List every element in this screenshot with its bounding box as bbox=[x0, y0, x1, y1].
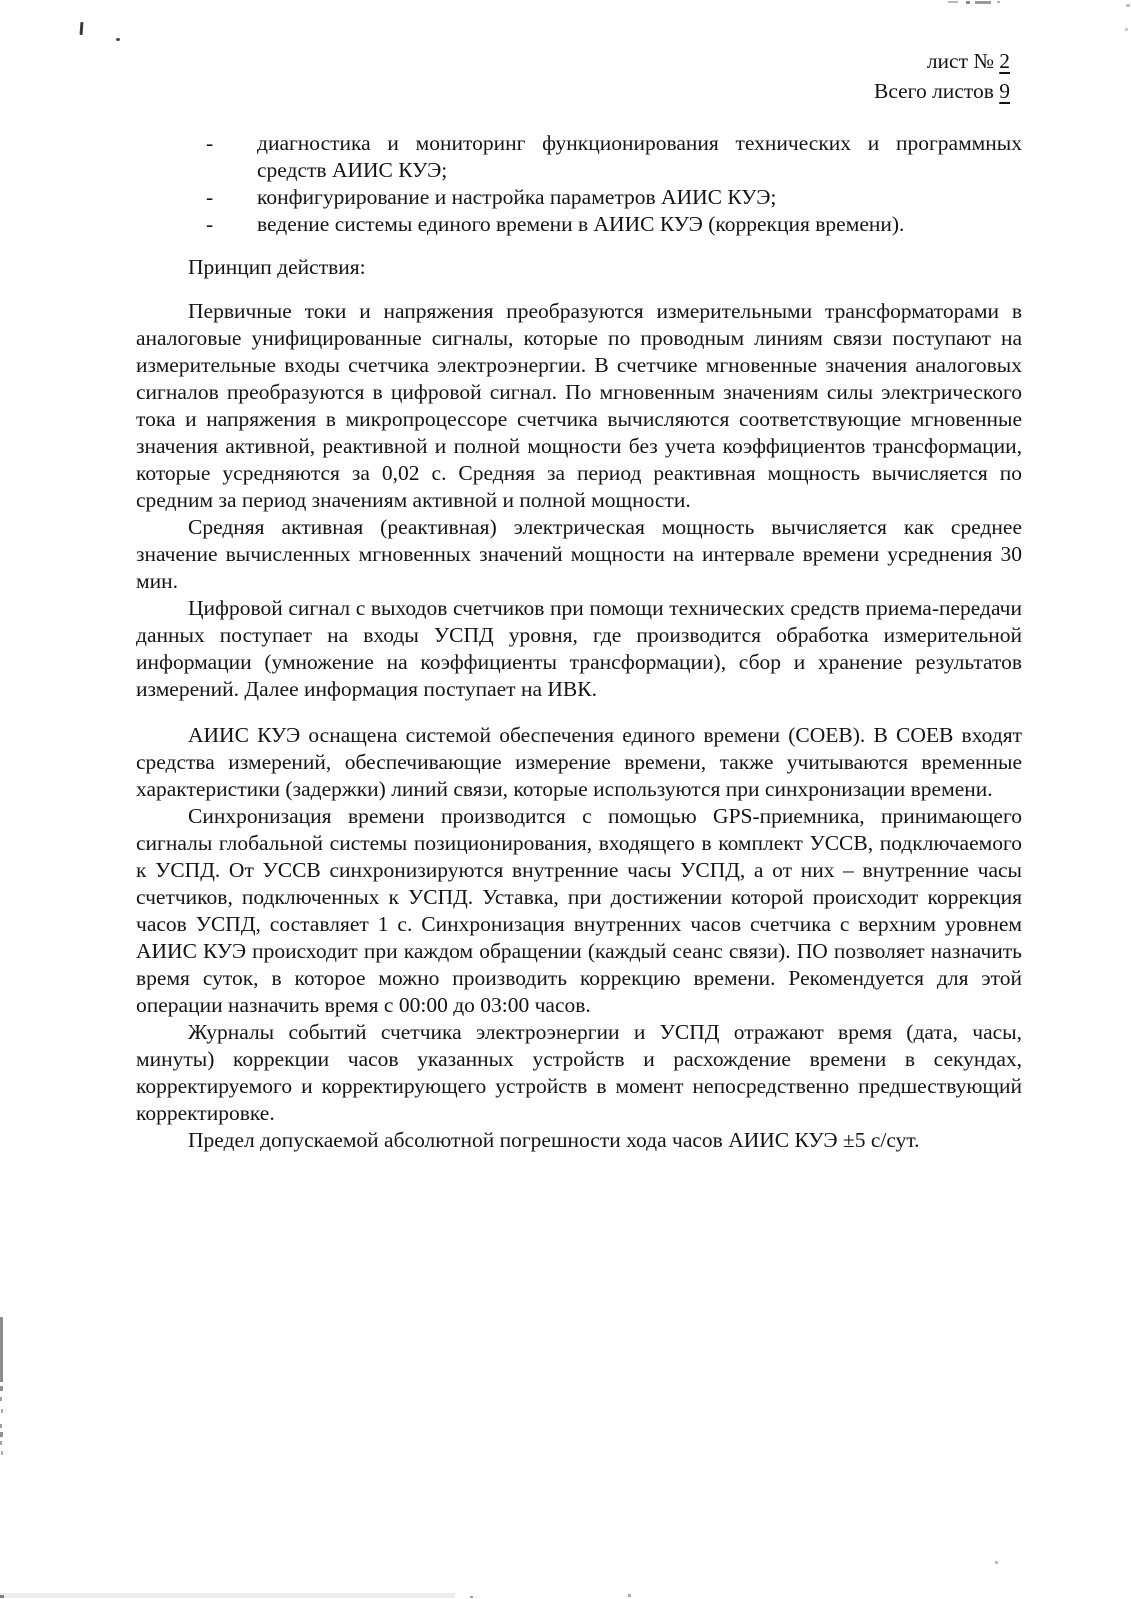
scan-artifact-top-speck bbox=[975, 1, 991, 4]
scan-artifact-left-bar bbox=[0, 1317, 3, 1382]
list-item bbox=[136, 130, 1022, 184]
scan-artifact-top-speck bbox=[966, 1, 970, 4]
body-paragraphs bbox=[136, 298, 1022, 1154]
page-header bbox=[136, 46, 1022, 106]
paragraph: Средняя активная (реактивная) электрическая мощность вычисляется как среднее значение вычисленных мгновенных значений мощности на интервале времени усреднения 30 мин. bbox=[136, 515, 1022, 593]
paragraph: Цифровой сигнал с выходов счетчиков при помощи технических средств приема-передачи данных поступает на входы УСПД уровня, где производится обработка измерительной информации (умножение на коэффициенты трансформации), сбор и хранение результатов измерений. Далее информация поступает на ИВК. bbox=[136, 596, 1022, 701]
dash-bullet: - bbox=[206, 185, 214, 209]
page-content bbox=[136, 46, 1022, 1154]
scan-artifact-right-speck bbox=[1126, 4, 1130, 7]
scan-artifact-bottom-speck bbox=[995, 1561, 998, 1564]
scan-artifact-left-tick bbox=[0, 1432, 3, 1437]
scan-artifact-left-tick bbox=[0, 1397, 2, 1401]
list-item-text: ведение системы единого времени в АИИС КУЭ (коррекция времени). bbox=[257, 212, 905, 236]
scan-artifact-left-tick bbox=[1, 1451, 3, 1455]
list-item bbox=[136, 184, 1022, 211]
scan-artifact-bottom-dash bbox=[0, 1595, 4, 1598]
scan-artifact-top-left-dot bbox=[116, 38, 120, 41]
scan-artifact-bottom-speck bbox=[628, 1594, 631, 1597]
sheet-number: 2 bbox=[999, 49, 1010, 73]
scan-artifact-top-left-tick bbox=[80, 22, 84, 35]
scan-artifact-bottom-band bbox=[0, 1593, 455, 1598]
scan-artifact-bottom-dash bbox=[470, 1596, 473, 1598]
scan-artifact-right-speck bbox=[1125, 28, 1128, 31]
dash-bullet: - bbox=[206, 212, 214, 236]
scan-artifact-top-speck bbox=[997, 1, 1000, 3]
total-sheets-label: Всего листов bbox=[873, 79, 1000, 103]
total-sheets-line bbox=[136, 76, 1010, 106]
scan-artifact-left-tick bbox=[1, 1409, 3, 1413]
paragraph: Предел допускаемой абсолютной погрешности хода часов АИИС КУЭ ±5 с/сут. bbox=[188, 1128, 920, 1152]
scan-artifact-left-tick bbox=[0, 1441, 2, 1445]
paragraph: АИИС КУЭ оснащена системой обеспечения единого времени (СОЕВ). В СОЕВ входят средства измерений, обеспечивающие измерение времени, также учитываются временные характеристики (задержки) линий связи, которые используются при синхронизации времени. bbox=[136, 723, 1022, 801]
paragraph: Первичные токи и напряжения преобразуются измерительными трансформаторами в аналоговые унифицированные сигналы, которые по проводным линиям связи поступают на измерительные входы счетчика электроэнергии. В счетчике мгновенные значения аналоговых сигналов преобразуются в цифровой сигнал. По мгновенным значениям силы электрического тока и напряжения в микропроцессоре счетчика вычисляются соответствующие мгновенные значения активной, реактивной и полной мощности без учета коэффициентов трансформации, которые усредняются за 0,02 с. Средняя за период реактивная мощность вычисляется по средним за период значениям активной и полной мощности. bbox=[136, 299, 1022, 512]
paragraph: Журналы событий счетчика электроэнергии и УСПД отражают время (дата, часы, минуты) коррекции часов указанных устройств и расхождение времени в секундах, корректируемого и корректирующего устройств в момент непосредственно предшествующий корректировке. bbox=[136, 1020, 1022, 1125]
section-heading: Принцип действия: bbox=[188, 255, 366, 279]
list-item-text: конфигурирование и настройка параметров АИИС КУЭ; bbox=[257, 185, 777, 209]
list-item-text: диагностика и мониторинг функционирования технических и программных средств АИИС КУЭ; bbox=[257, 131, 1022, 182]
sheet-label: лист № bbox=[926, 49, 1000, 73]
total-sheets-number: 9 bbox=[999, 79, 1010, 103]
sheet-number-line bbox=[136, 46, 1010, 76]
dash-list bbox=[136, 130, 1022, 238]
dash-bullet: - bbox=[206, 131, 214, 155]
paragraph: Синхронизация времени производится с помощью GPS-приемника, принимающего сигналы глобальной системы позиционирования, входящего в комплект УССВ, подключаемого к УСПД. От УССВ синхронизируются внутренние часы УСПД, а от них – внутренние часы счетчиков, подключенных к УСПД. Уставка, при достижении которой происходит коррекция часов УСПД, составляет 1 с. Синхронизация внутренних часов счетчика с верхним уровнем АИИС КУЭ происходит при каждом обращении (каждый сеанс связи). ПО позволяет назначить время суток, в которое можно производить коррекцию времени. Рекомендуется для этой операции назначить время с 00:00 до 03:00 часов. bbox=[136, 804, 1022, 1017]
scan-artifact-top-speck bbox=[948, 1, 958, 3]
scan-artifact-left-tick bbox=[0, 1424, 2, 1428]
scan-artifact-left-tick bbox=[0, 1386, 3, 1391]
list-item bbox=[136, 211, 1022, 238]
